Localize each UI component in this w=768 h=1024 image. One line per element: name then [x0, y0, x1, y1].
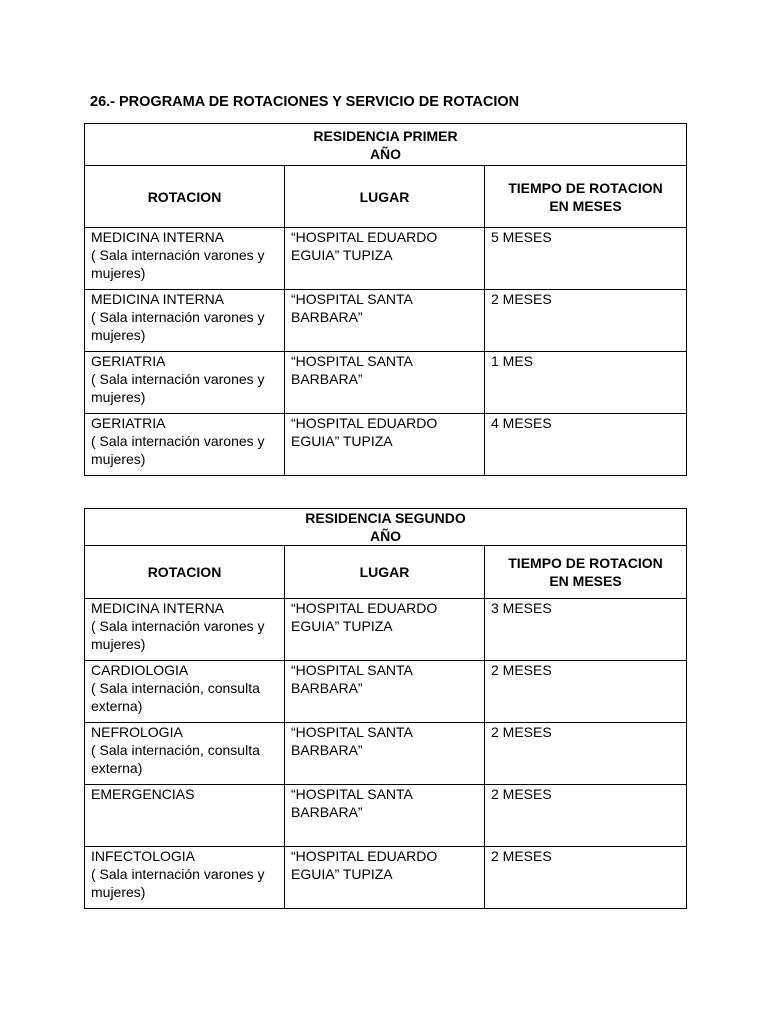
- cell-rotacion: EMERGENCIAS: [85, 785, 285, 847]
- cell-lugar: “HOSPITAL SANTA BARBARA”: [285, 785, 485, 847]
- table-row: [85, 599, 687, 661]
- table-row: [85, 661, 687, 723]
- cell-lugar: “HOSPITAL SANTA BARBARA”: [285, 723, 485, 785]
- cell-lugar: “HOSPITAL EDUARDO EGUIA” TUPIZA: [285, 599, 485, 661]
- cell-tiempo: 2 MESES: [485, 723, 687, 785]
- column-header-lugar: LUGAR: [285, 166, 485, 228]
- cell-tiempo: 2 MESES: [485, 290, 687, 352]
- cell-rotacion: MEDICINA INTERNA ( Sala internación varones y mujeres): [85, 599, 285, 661]
- table-title: RESIDENCIA SEGUNDO AÑO: [85, 509, 687, 546]
- column-header-rotacion: ROTACION: [85, 546, 285, 599]
- column-header-lugar: LUGAR: [285, 546, 485, 599]
- cell-rotacion: GERIATRIA ( Sala internación varones y mujeres): [85, 414, 285, 476]
- cell-rotacion: GERIATRIA ( Sala internación varones y mujeres): [85, 352, 285, 414]
- column-header-rotacion: ROTACION: [85, 166, 285, 228]
- cell-tiempo: 3 MESES: [485, 599, 687, 661]
- table-row: [85, 785, 687, 847]
- cell-lugar: “HOSPITAL EDUARDO EGUIA” TUPIZA: [285, 847, 485, 909]
- table-row: [85, 723, 687, 785]
- cell-rotacion: INFECTOLOGIA ( Sala internación varones y mujeres): [85, 847, 285, 909]
- column-header-tiempo: TIEMPO DE ROTACION EN MESES: [485, 546, 687, 599]
- cell-lugar: “HOSPITAL SANTA BARBARA”: [285, 290, 485, 352]
- cell-tiempo: 2 MESES: [485, 785, 687, 847]
- cell-rotacion: MEDICINA INTERNA ( Sala internación varones y mujeres): [85, 290, 285, 352]
- table-row: [85, 228, 687, 290]
- cell-rotacion: NEFROLOGIA ( Sala internación, consulta externa): [85, 723, 285, 785]
- cell-tiempo: 1 MES: [485, 352, 687, 414]
- cell-lugar: “HOSPITAL SANTA BARBARA”: [285, 661, 485, 723]
- cell-tiempo: 4 MESES: [485, 414, 687, 476]
- table-row: [85, 352, 687, 414]
- cell-tiempo: 5 MESES: [485, 228, 687, 290]
- table-row: [85, 414, 687, 476]
- rotation-table-second-year: [84, 508, 687, 909]
- cell-rotacion: CARDIOLOGIA ( Sala internación, consulta externa): [85, 661, 285, 723]
- rotation-table-first-year: [84, 123, 687, 476]
- table-row: [85, 847, 687, 909]
- cell-tiempo: 2 MESES: [485, 847, 687, 909]
- page-heading: 26.- PROGRAMA DE ROTACIONES Y SERVICIO DE ROTACION: [90, 94, 520, 110]
- cell-rotacion: MEDICINA INTERNA ( Sala internación varones y mujeres): [85, 228, 285, 290]
- table-title: RESIDENCIA PRIMER AÑO: [85, 124, 687, 166]
- table-row: [85, 290, 687, 352]
- cell-tiempo: 2 MESES: [485, 661, 687, 723]
- column-header-tiempo: TIEMPO DE ROTACION EN MESES: [485, 166, 687, 228]
- cell-lugar: “HOSPITAL EDUARDO EGUIA” TUPIZA: [285, 414, 485, 476]
- cell-lugar: “HOSPITAL SANTA BARBARA”: [285, 352, 485, 414]
- cell-lugar: “HOSPITAL EDUARDO EGUIA” TUPIZA: [285, 228, 485, 290]
